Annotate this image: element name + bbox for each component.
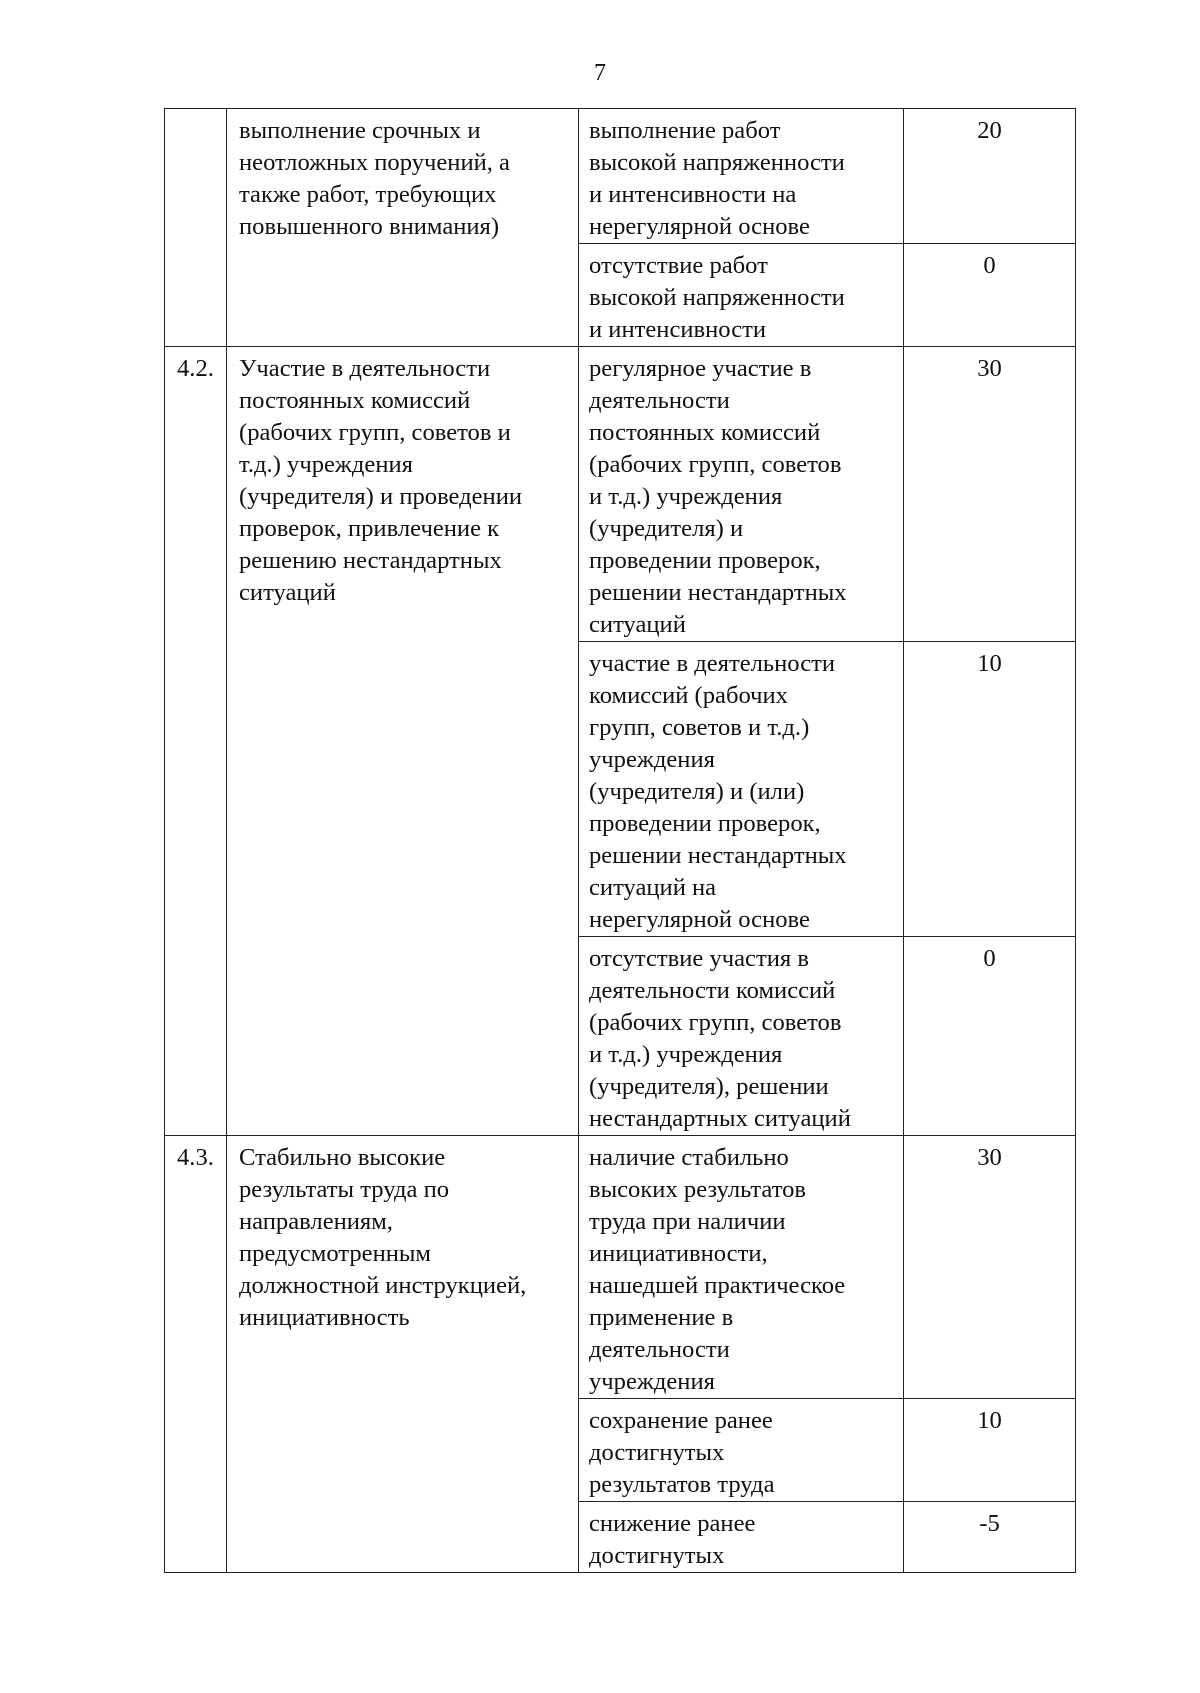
- table-row: [165, 347, 1076, 642]
- criteria-table-wrapper: [164, 108, 1076, 1573]
- condition-cell: [579, 109, 904, 244]
- text-line: решению нестандартных: [239, 547, 502, 574]
- text-line: сохранение ранее: [589, 1407, 773, 1434]
- text-line: проверок, привлечение к: [239, 515, 500, 542]
- text-line: труда при наличии: [589, 1208, 786, 1235]
- text-line: Стабильно высокие: [239, 1144, 446, 1171]
- condition-cell: [579, 642, 904, 937]
- text-line: (учредителя) и проведении: [239, 483, 523, 510]
- condition-cell: [579, 1399, 904, 1502]
- text-line: достигнутых: [589, 1439, 725, 1466]
- text-line: проведении проверок,: [589, 547, 821, 574]
- text-line: ситуаций на: [589, 874, 717, 901]
- text-line: и т.д.) учреждения: [589, 483, 783, 510]
- condition-cell: [579, 347, 904, 642]
- text-line: отсутствие работ: [589, 252, 768, 279]
- text-line: постоянных комиссий: [239, 387, 471, 414]
- score-cell: 30: [904, 1136, 1076, 1399]
- text-line: нерегулярной основе: [589, 213, 810, 240]
- text-line: (рабочих групп, советов: [589, 451, 842, 478]
- text-line: и интенсивности на: [589, 181, 797, 208]
- text-line: постоянных комиссий: [589, 419, 821, 446]
- text-line: повышенного внимания): [239, 213, 500, 240]
- text-line: высокой напряженности: [589, 284, 845, 311]
- text-line: комиссий (рабочих: [589, 682, 788, 709]
- criterion-cell: [227, 109, 579, 347]
- table-row: [165, 109, 1076, 244]
- text-line: отсутствие участия в: [589, 945, 809, 972]
- text-line: т.д.) учреждения: [239, 451, 413, 478]
- text-line: нестандартных ситуаций: [589, 1105, 851, 1132]
- condition-cell: [579, 1502, 904, 1573]
- condition-cell: [579, 244, 904, 347]
- text-line: проведении проверок,: [589, 810, 821, 837]
- score-cell: 10: [904, 642, 1076, 937]
- condition-cell: [579, 937, 904, 1136]
- text-line: также работ, требующих: [239, 181, 497, 208]
- row-index: 4.3.: [165, 1136, 227, 1573]
- text-line: результатов труда: [589, 1471, 775, 1498]
- text-line: решении нестандартных: [589, 842, 847, 869]
- text-line: результаты труда по: [239, 1176, 450, 1203]
- text-line: деятельности комиссий: [589, 977, 836, 1004]
- text-line: выполнение работ: [589, 117, 781, 144]
- text-line: высоких результатов: [589, 1176, 807, 1203]
- text-line: деятельности: [589, 387, 730, 414]
- score-cell: 30: [904, 347, 1076, 642]
- text-line: деятельности: [589, 1336, 730, 1363]
- text-line: нашедшей практическое: [589, 1272, 846, 1299]
- score-cell: -5: [904, 1502, 1076, 1573]
- score-cell: 10: [904, 1399, 1076, 1502]
- text-line: (учредителя) и (или): [589, 778, 805, 805]
- text-line: выполнение срочных и: [239, 117, 481, 144]
- text-line: высокой напряженности: [589, 149, 845, 176]
- text-line: (рабочих групп, советов: [589, 1009, 842, 1036]
- text-line: регулярное участие в: [589, 355, 812, 382]
- row-index: 4.2.: [165, 347, 227, 1136]
- text-line: должностной инструкцией,: [239, 1272, 527, 1299]
- condition-cell: [579, 1136, 904, 1399]
- text-line: снижение ранее: [589, 1510, 756, 1537]
- text-line: учреждения: [589, 1368, 715, 1395]
- text-line: ситуаций: [239, 579, 336, 606]
- text-line: нерегулярной основе: [589, 906, 810, 933]
- text-line: направлениям,: [239, 1208, 393, 1235]
- score-cell: 20: [904, 109, 1076, 244]
- criterion-cell: [227, 347, 579, 1136]
- row-index: [165, 109, 227, 347]
- text-line: участие в деятельности: [589, 650, 836, 677]
- text-line: применение в: [589, 1304, 734, 1331]
- text-line: (рабочих групп, советов и: [239, 419, 511, 446]
- text-line: предусмотренным: [239, 1240, 431, 1267]
- text-line: решении нестандартных: [589, 579, 847, 606]
- score-cell: 0: [904, 937, 1076, 1136]
- text-line: ситуаций: [589, 611, 686, 638]
- score-cell: 0: [904, 244, 1076, 347]
- text-line: неотложных поручений, а: [239, 149, 510, 176]
- criterion-cell: [227, 1136, 579, 1573]
- text-line: учреждения: [589, 746, 715, 773]
- page-number: 7: [594, 60, 606, 86]
- text-line: достигнутых: [589, 1542, 725, 1569]
- text-line: и интенсивности: [589, 316, 767, 343]
- criteria-table-body: [165, 109, 1076, 1573]
- text-line: (учредителя) и: [589, 515, 744, 542]
- text-line: и т.д.) учреждения: [589, 1041, 783, 1068]
- table-row: [165, 1136, 1076, 1399]
- text-line: Участие в деятельности: [239, 355, 491, 382]
- text-line: наличие стабильно: [589, 1144, 789, 1171]
- text-line: инициативности,: [589, 1240, 768, 1267]
- text-line: инициативность: [239, 1304, 410, 1331]
- text-line: групп, советов и т.д.): [589, 714, 810, 741]
- text-line: (учредителя), решении: [589, 1073, 829, 1100]
- criteria-table: [164, 108, 1076, 1573]
